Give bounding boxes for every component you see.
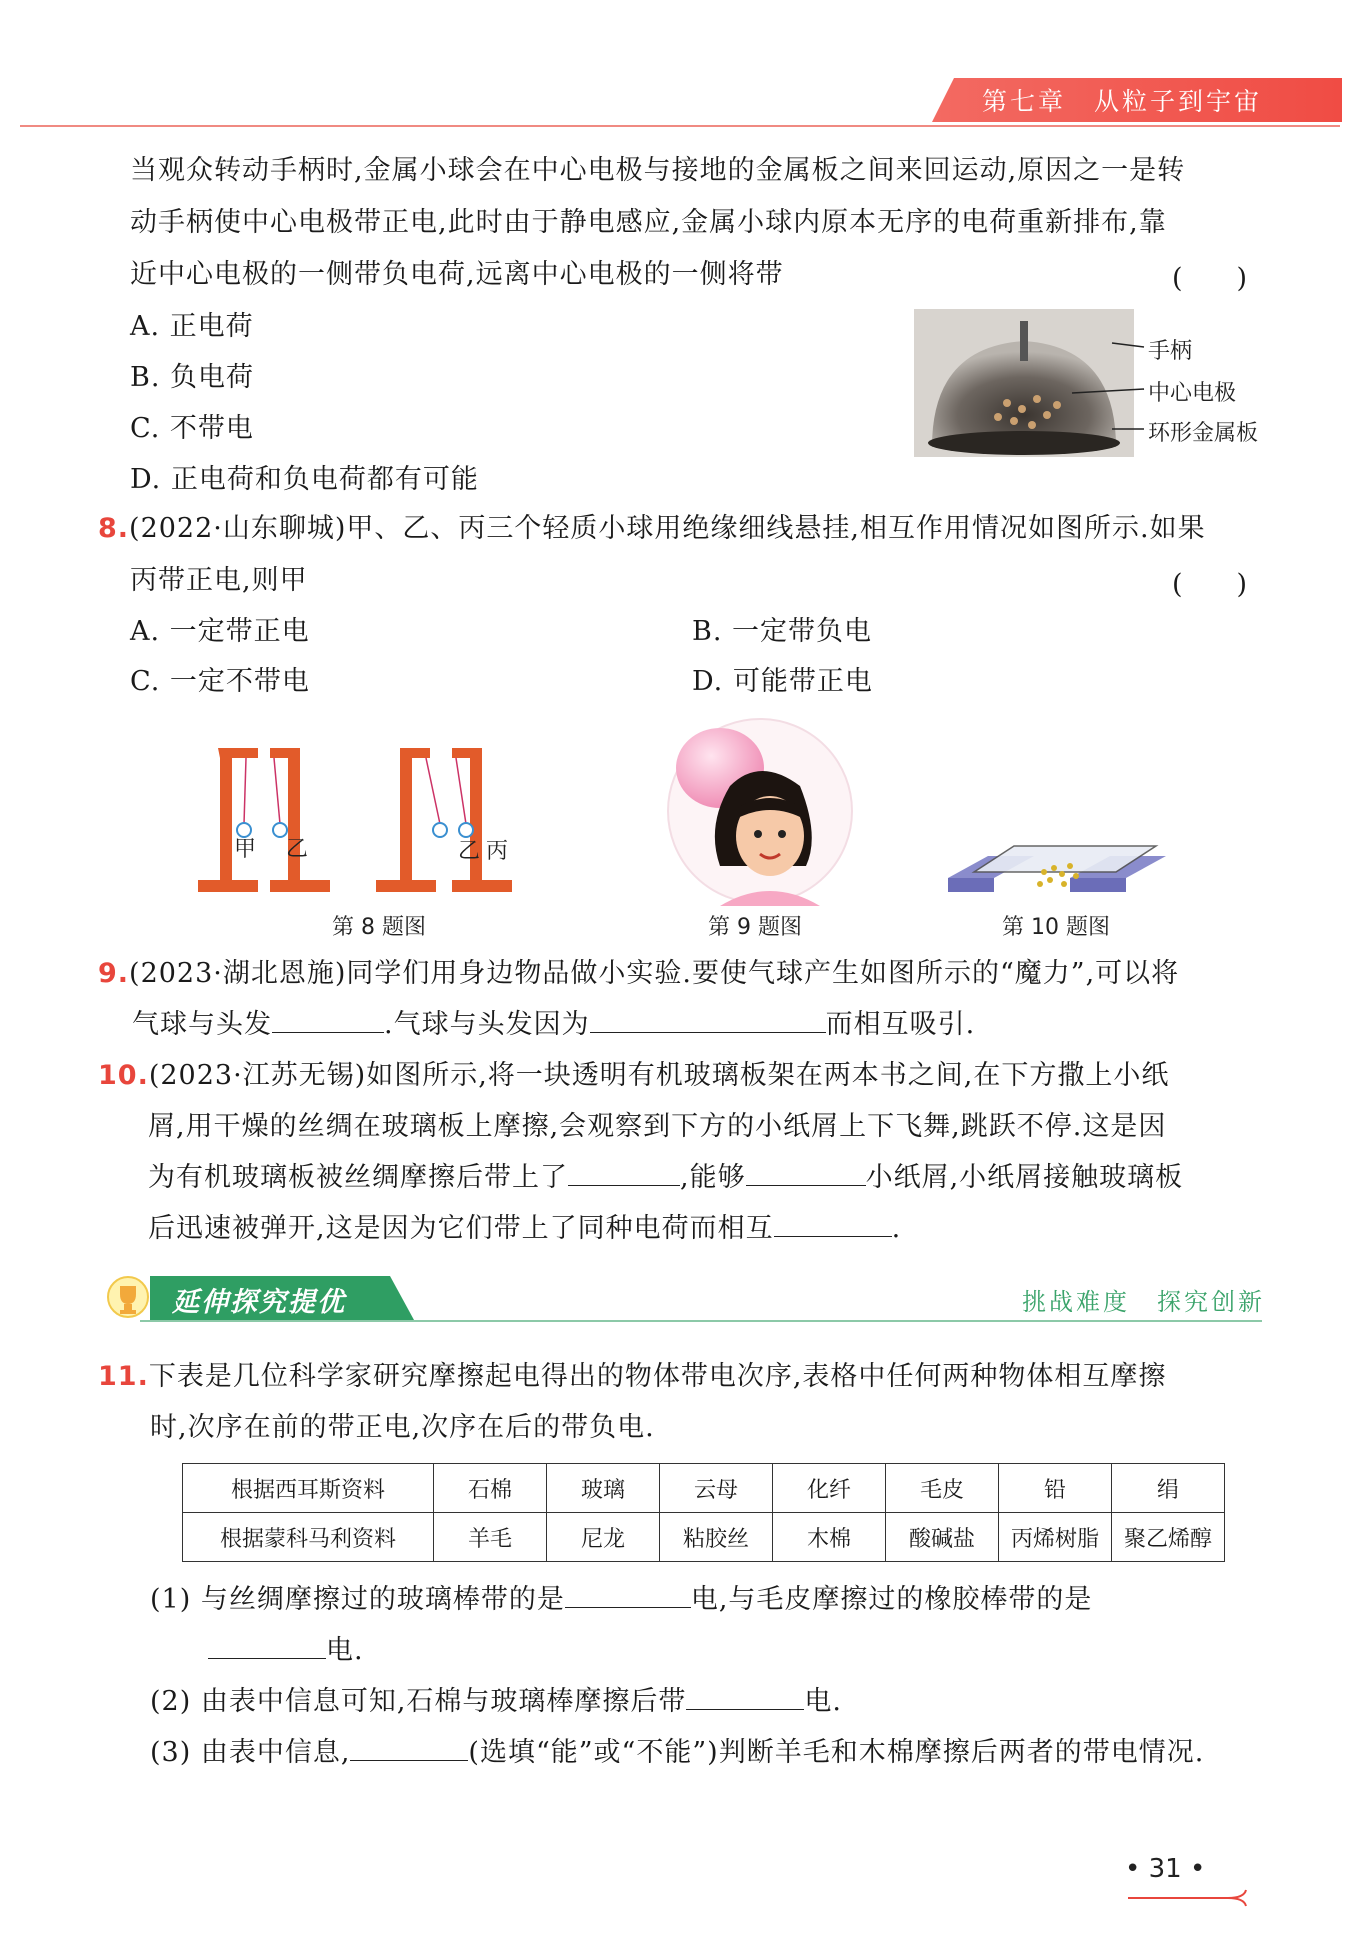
q7-option-b: B. 负电荷 (130, 362, 255, 393)
q11-s2b: 电. (804, 1686, 843, 1717)
center-electrode (1020, 321, 1028, 361)
q10-text-4b: . (891, 1213, 902, 1244)
table-cell: 铅 (999, 1464, 1112, 1513)
q11-number: 11. (98, 1361, 149, 1392)
fig10-glass-plate (944, 826, 1168, 906)
label-center-electrode: 中心电极 (1148, 381, 1237, 406)
q11-line-2: 时,次序在前的带正电,次序在后的带负电. (150, 1412, 655, 1443)
q11-text-1: 下表是几位科学家研究摩擦起电得出的物体带电次序,表格中任何两种物体相互摩擦 (148, 1361, 1167, 1392)
q11-blank-4[interactable] (350, 1734, 468, 1761)
ball-yi-1 (273, 823, 287, 837)
ball-yi-2 (433, 823, 447, 837)
fig9-caption: 第 9 题图 (708, 915, 802, 940)
table-cell: 聚乙烯醇 (1112, 1513, 1225, 1562)
q11-s2a: (2) 由表中信息可知,石棉与玻璃棒摩擦后带 (150, 1686, 687, 1717)
q7-line-3: 近中心电极的一侧带负电荷,远离中心电极的一侧将带 (130, 259, 784, 290)
q10-number: 10. (98, 1060, 149, 1091)
q10-text-3a: 为有机玻璃板被丝绸摩擦后带上了 (148, 1162, 568, 1193)
ball-label-bing: 丙 (486, 839, 509, 864)
q11-blank-3[interactable] (686, 1683, 804, 1710)
q9-line-2 (132, 999, 975, 1051)
q10-blank-3[interactable] (774, 1210, 892, 1237)
q7-line-2: 动手柄使中心电极带正电,此时由于静电感应,金属小球内原本无序的电荷重新排布,靠 (130, 207, 1167, 238)
metal-plate (928, 431, 1120, 455)
section-title: 延伸探究提优 (172, 1287, 346, 1318)
q7-answer-paren: ( ) (1172, 263, 1248, 294)
table-cell: 羊毛 (434, 1513, 547, 1562)
q11-s3a: (3) 由表中信息, (150, 1737, 351, 1768)
q10-line-2: 屑,用干燥的丝绸在玻璃板上摩擦,会观察到下方的小纸屑上下飞舞,跳跃不停.这是因 (148, 1111, 1167, 1142)
q11-sub-2 (150, 1676, 842, 1728)
fig8-hanging-balls (190, 740, 580, 900)
q11-sub-1 (150, 1574, 1092, 1626)
q11-blank-2[interactable] (208, 1632, 326, 1659)
label-ring-plate: 环形金属板 (1148, 421, 1259, 446)
q7-option-c: C. 不带电 (130, 413, 254, 444)
q9-text-2a: 气球与头发 (132, 1009, 272, 1040)
q8-number: 8. (98, 513, 130, 544)
page-number: • 31 • (1125, 1854, 1206, 1884)
ball-label-yi-1: 乙 (286, 837, 309, 862)
chapter-title: 从粒子到宇宙 (1094, 87, 1263, 116)
table-cell: 绢 (1112, 1464, 1225, 1513)
q7-option-d: D. 正电荷和负电荷都有可能 (130, 464, 479, 495)
table-row (183, 1464, 1225, 1513)
q11-s1b: 电,与毛皮摩擦过的橡胶棒带的是 (690, 1584, 1093, 1615)
fig8-caption: 第 8 题图 (332, 915, 426, 940)
table-cell: 毛皮 (886, 1464, 999, 1513)
q7-option-a: A. 正电荷 (130, 311, 254, 342)
q10-text-3c: 小纸屑,小纸屑接触玻璃板 (865, 1162, 1184, 1193)
triboelectric-table (182, 1463, 1225, 1562)
q8-text-1: (2022·山东聊城)甲、乙、丙三个轻质小球用绝缘细线悬挂,相互作用情况如图所示.如果 (129, 513, 1206, 544)
table-cell: 酸碱盐 (886, 1513, 999, 1562)
table-cell: 尼龙 (547, 1513, 660, 1562)
q9-number: 9. (98, 958, 130, 989)
label-handle: 手柄 (1148, 339, 1193, 364)
q11-line-1 (98, 1351, 1166, 1403)
q9-text-2b: .气球与头发因为 (384, 1009, 590, 1040)
q11-blank-1[interactable] (565, 1581, 691, 1608)
page-number-value: 31 (1148, 1854, 1182, 1884)
table-cell: 化纤 (773, 1464, 886, 1513)
fig9-balloon-girl (660, 716, 860, 906)
table-cell: 木棉 (773, 1513, 886, 1562)
q8-option-d: D. 可能带正电 (692, 666, 873, 697)
fig10-caption: 第 10 题图 (1002, 915, 1110, 940)
ball-label-jia: 甲 (234, 837, 257, 862)
q10-text-4a: 后迅速被弹开,这是因为它们带上了同种电荷而相互 (148, 1213, 774, 1244)
q9-line-1 (98, 948, 1179, 1000)
q11-s1c: 电. (326, 1635, 364, 1666)
q9-text-2c: 而相互吸引. (825, 1009, 976, 1040)
section-subtitle: 挑战难度 探究创新 (1022, 1288, 1265, 1316)
q9-blank-2[interactable] (590, 1006, 826, 1033)
table-cell: 石棉 (434, 1464, 547, 1513)
q10-blank-1[interactable] (568, 1159, 680, 1186)
page-number-underline (1128, 1884, 1258, 1908)
q8-option-a: A. 一定带正电 (130, 616, 310, 647)
q10-line-4 (148, 1203, 901, 1255)
q11-s3b: (选填“能”或“不能”)判断羊毛和木棉摩擦后两者的带电情况. (468, 1737, 1205, 1768)
table-cell: 云母 (660, 1464, 773, 1513)
q11-s1a: (1) 与丝绸摩擦过的玻璃棒带的是 (150, 1584, 565, 1615)
q8-option-b: B. 一定带负电 (692, 616, 873, 647)
q10-line-3 (148, 1152, 1183, 1204)
table-cell: 玻璃 (547, 1464, 660, 1513)
q8-answer-paren: ( ) (1172, 569, 1248, 600)
q8-option-c: C. 一定不带电 (130, 666, 310, 697)
chapter-header (982, 82, 1262, 118)
table-cell: 丙烯树脂 (999, 1513, 1112, 1562)
q11-sub-1-cont (208, 1625, 364, 1677)
q10-text-3b: ,能够 (680, 1162, 746, 1193)
section-rule (140, 1320, 1262, 1322)
table-cell: 根据蒙科马利资料 (183, 1513, 434, 1562)
table-cell: 根据西耳斯资料 (183, 1464, 434, 1513)
q10-blank-2[interactable] (746, 1159, 866, 1186)
table-row (183, 1513, 1225, 1562)
q7-line-1: 当观众转动手柄时,金属小球会在中心电极与接地的金属板之间来回运动,原因之一是转 (130, 155, 1186, 186)
q11-sub-3 (150, 1727, 1204, 1779)
table-cell: 粘胶丝 (660, 1513, 773, 1562)
q10-line-1 (98, 1050, 1169, 1102)
ball-label-yi-2: 乙 (458, 839, 481, 864)
chapter-number: 第七章 (982, 87, 1067, 116)
q8-line-2: 丙带正电,则甲 (130, 565, 308, 596)
header-rule (20, 125, 1340, 127)
q10-text-1: (2023·江苏无锡)如图所示,将一块透明有机玻璃板架在两本书之间,在下方撒上小纸 (148, 1060, 1170, 1091)
q9-blank-1[interactable] (272, 1006, 384, 1033)
q9-text-1: (2023·湖北恩施)同学们用身边物品做小实验.要使气球产生如图所示的“魔力”,可以将 (129, 958, 1180, 989)
q8-line-1 (98, 503, 1206, 555)
